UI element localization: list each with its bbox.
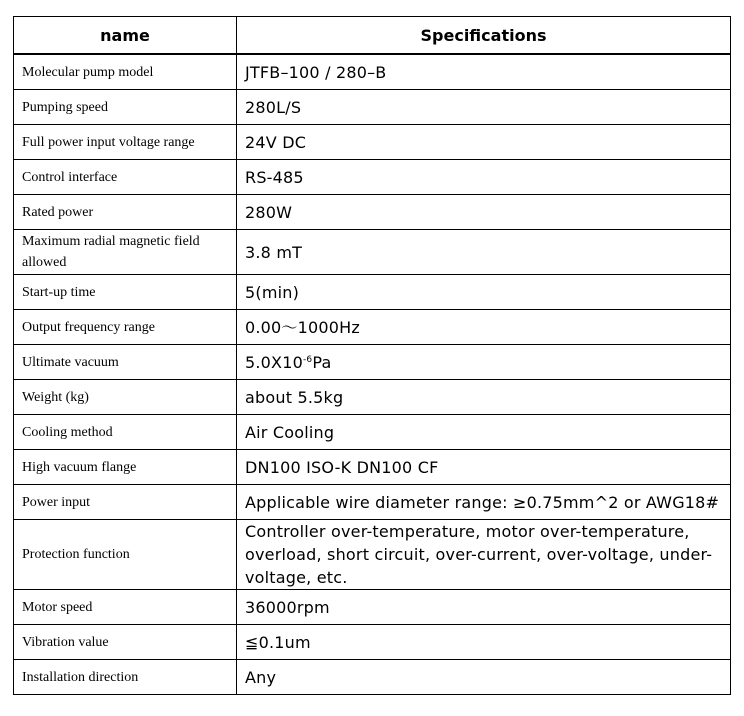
row-spec: ≦0.1um: [237, 625, 731, 660]
row-spec: RS-485: [237, 160, 731, 195]
row-spec: Controller over-temperature, motor over-temperature, overload, short circuit, over-current, over-voltage, under-voltage, etc.: [237, 520, 731, 590]
row-spec: Any: [237, 660, 731, 695]
row-spec: about 5.5kg: [237, 380, 731, 415]
row-name: High vacuum flange: [14, 450, 237, 485]
table-row: [14, 485, 731, 520]
table-row: [14, 275, 731, 310]
row-name: Cooling method: [14, 415, 237, 450]
spec-unit: Pa: [312, 352, 332, 372]
table-row: [14, 310, 731, 345]
row-name: Motor speed: [14, 590, 237, 625]
row-spec: [237, 345, 731, 380]
row-name: Output frequency range: [14, 310, 237, 345]
table-row: [14, 450, 731, 485]
table-row: [14, 230, 731, 275]
specifications-table: [13, 16, 731, 695]
row-name: Full power input voltage range: [14, 125, 237, 160]
table-row: [14, 660, 731, 695]
table-row: [14, 345, 731, 380]
table-row: [14, 380, 731, 415]
row-spec: 0.00～1000Hz: [237, 310, 731, 345]
row-spec: DN100 ISO-K DN100 CF: [237, 450, 731, 485]
row-name: Rated power: [14, 195, 237, 230]
table-row: [14, 90, 731, 125]
row-name: Maximum radial magnetic field allowed: [14, 230, 237, 275]
row-name: Vibration value: [14, 625, 237, 660]
row-spec: Air Cooling: [237, 415, 731, 450]
row-name: Pumping speed: [14, 90, 237, 125]
table-row: [14, 520, 731, 590]
row-spec: Applicable wire diameter range: ≥0.75mm^2 or AWG18#: [237, 485, 731, 520]
spec-exponent: -6: [302, 354, 313, 365]
spec-base: 5.0X10: [245, 352, 303, 372]
row-spec: 5(min): [237, 275, 731, 310]
table-header-row: [14, 17, 731, 55]
row-spec: 24V DC: [237, 125, 731, 160]
row-spec: 3.8 mT: [237, 230, 731, 275]
row-name: Power input: [14, 485, 237, 520]
row-name: Molecular pump model: [14, 54, 237, 90]
table-row: [14, 625, 731, 660]
table-row: [14, 590, 731, 625]
row-name: Weight (kg): [14, 380, 237, 415]
row-name: Control interface: [14, 160, 237, 195]
row-spec: 280W: [237, 195, 731, 230]
table-row: [14, 195, 731, 230]
row-spec: 36000rpm: [237, 590, 731, 625]
table-row: [14, 415, 731, 450]
table-row: [14, 54, 731, 90]
row-name: Protection function: [14, 520, 237, 590]
row-name: Start-up time: [14, 275, 237, 310]
row-name: Ultimate vacuum: [14, 345, 237, 380]
table-row: [14, 125, 731, 160]
table-row: [14, 160, 731, 195]
header-name: name: [14, 17, 237, 55]
row-name: Installation direction: [14, 660, 237, 695]
row-spec: JTFB–100 / 280–B: [237, 54, 731, 90]
header-specifications: Specifications: [237, 17, 731, 55]
row-spec: 280L/S: [237, 90, 731, 125]
